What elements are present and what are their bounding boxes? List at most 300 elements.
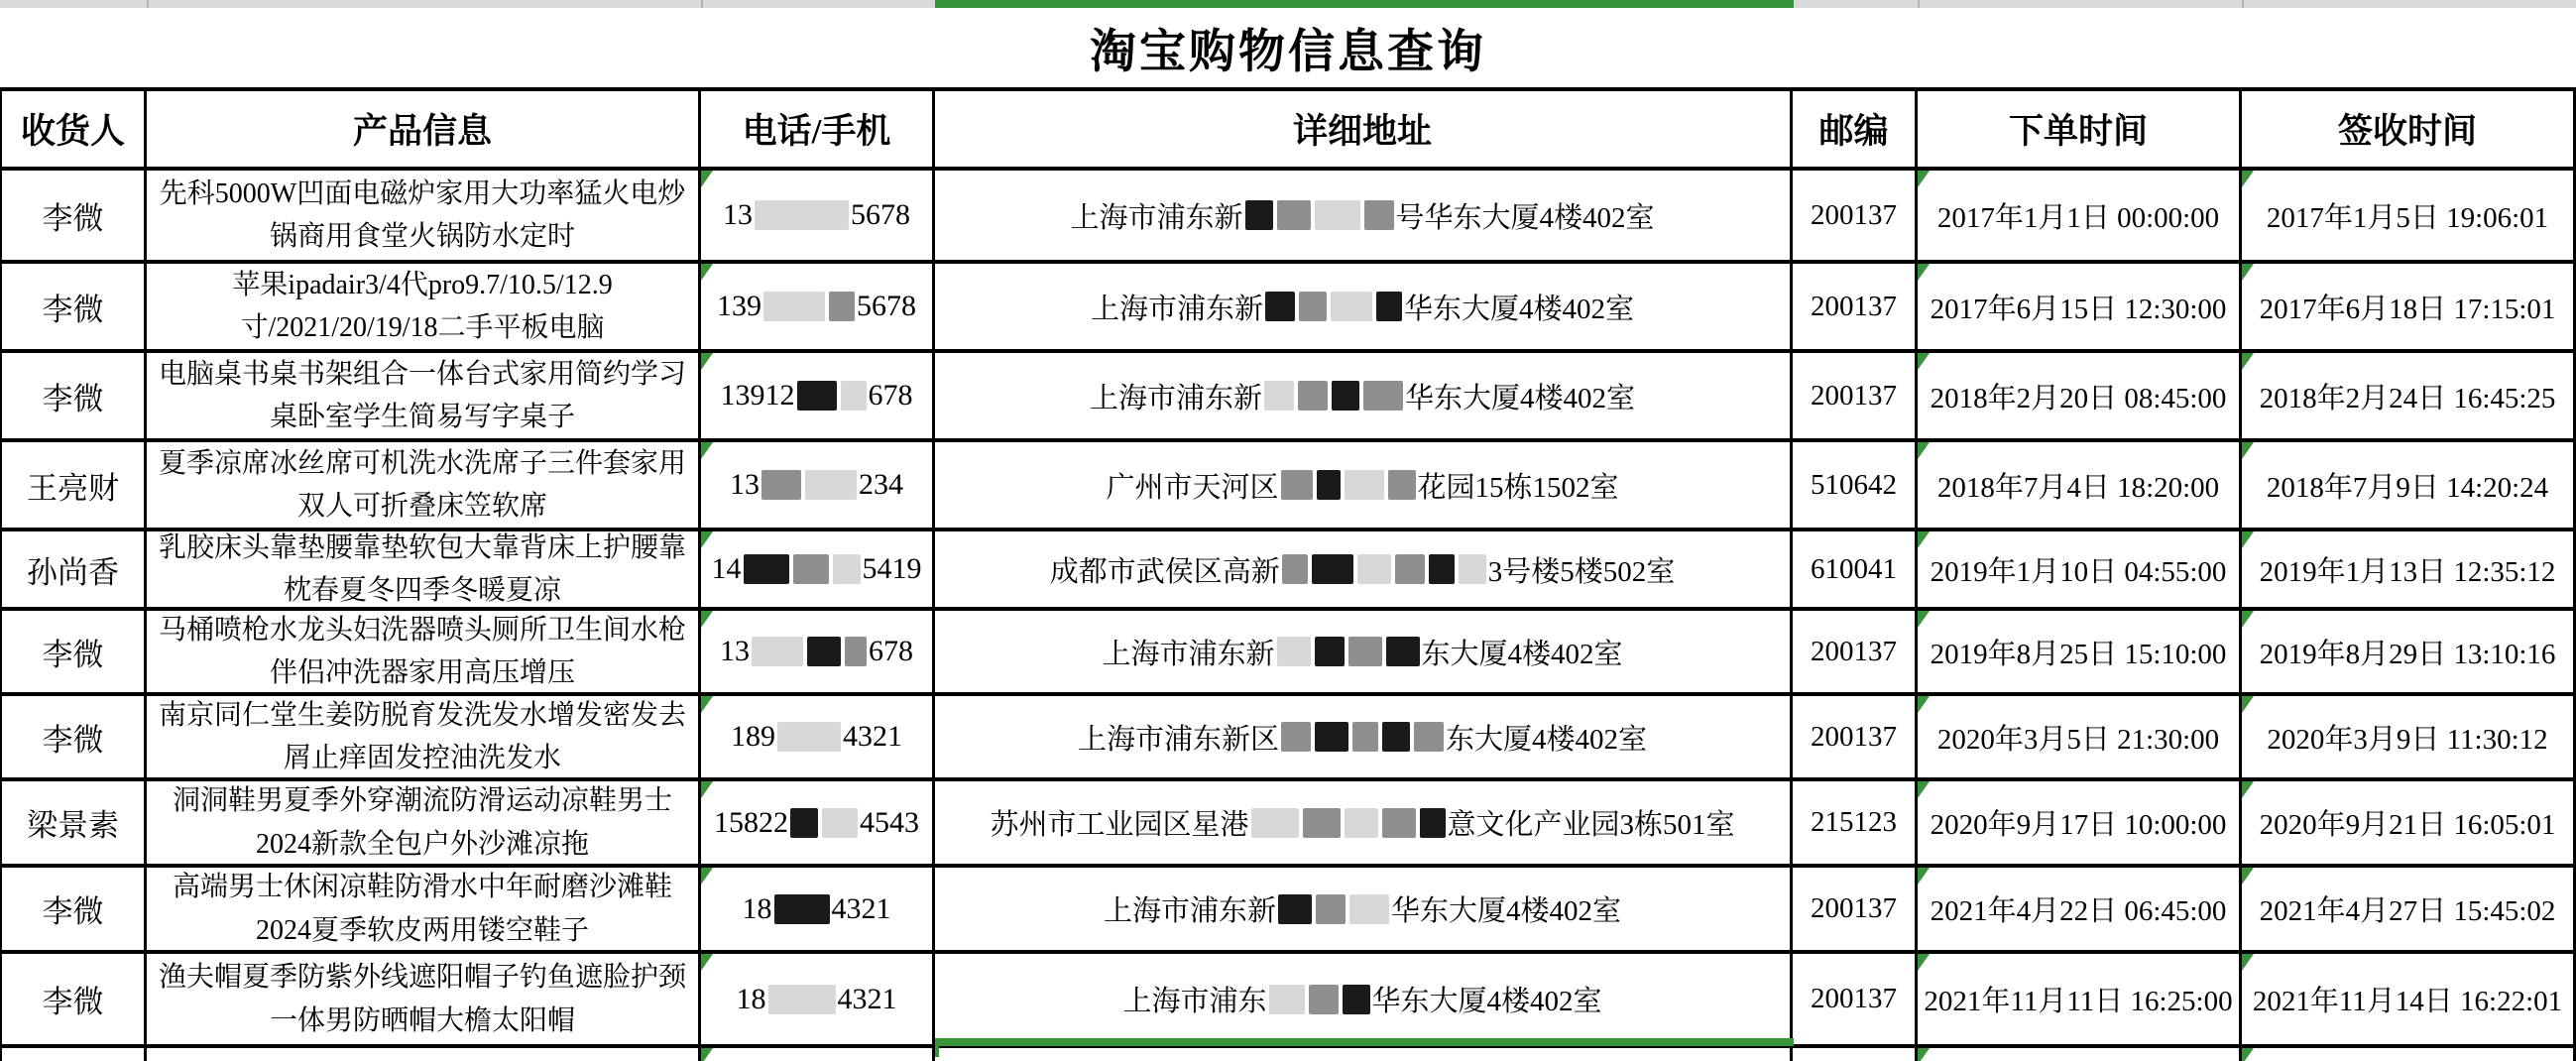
cell-product[interactable] [147,264,701,349]
redaction-block [1315,637,1345,666]
redaction-block [1251,808,1299,838]
phone-text [731,720,902,754]
cell-product[interactable] [147,531,701,607]
address-text [1090,376,1635,416]
table-row [0,781,2576,868]
error-indicator-triangle-icon [2242,868,2254,884]
cell-zip[interactable] [1793,781,1918,864]
redacted-visible-suffix: 4321 [837,982,897,1015]
cell-order-time[interactable] [1918,954,2242,1044]
cell-zip[interactable] [1793,353,1918,438]
consignee-text: 李微 [42,722,104,758]
product-text: 渔夫帽夏季防紫外线遮阳帽子钓鱼遮脸护颈一体男防晒帽大檐太阳帽 [158,962,686,1036]
redaction-block [1395,554,1425,584]
sign-time-text: 2017年6月18日 17:15:01 [2259,293,2556,325]
table-body [0,171,2576,1061]
redaction-block [1352,722,1378,752]
product-text: 洞洞鞋男夏季外穿潮流防滑运动凉鞋男士2024新款全包户外沙滩凉拖 [172,785,672,860]
cell-address[interactable] [935,353,1793,438]
redaction-block [1309,985,1339,1014]
redaction-block [1299,292,1327,321]
redacted-visible-prefix: 上海市浦东 [1122,986,1267,1017]
table-row [0,171,2576,264]
cell-phone[interactable] [701,264,935,349]
redaction-block [1331,292,1372,321]
consignee-text: 梁景素 [27,808,119,843]
cell-order-time[interactable] [1918,264,2242,349]
cell-phone[interactable] [701,611,935,692]
error-indicator-triangle-icon [1918,1048,1930,1061]
redacted-visible-suffix: 5678 [851,198,910,231]
error-indicator-triangle-icon [701,611,713,628]
redacted-visible-prefix: 139 [717,290,761,322]
cell-phone[interactable] [701,353,935,438]
zip-text: 200137 [1811,379,1897,412]
redaction-block [763,292,825,321]
redaction-block [841,381,867,411]
error-indicator-triangle-icon [2242,264,2254,281]
cell-sign-time[interactable] [2242,611,2576,692]
redacted-visible-prefix: 广州市天河区 [1106,471,1279,504]
redaction-block [790,808,818,838]
error-indicator-triangle-icon [2242,442,2254,459]
error-indicator-triangle-icon [2242,696,2254,713]
order-time-text: 2020年9月17日 10:00:00 [1930,809,2227,841]
cell-zip[interactable] [1793,531,1918,607]
table-header-row [0,91,2576,171]
phone-text [721,379,913,413]
error-indicator-triangle-icon [2242,353,2254,370]
cell-product[interactable] [147,353,701,438]
cell-sign-time[interactable] [2242,696,2576,777]
cell-address[interactable] [935,868,1793,950]
cell-phone[interactable] [701,954,935,1044]
redacted-visible-suffix: 234 [859,468,903,501]
strip-divider [2242,0,2244,8]
redacted-visible-suffix: 华东大厦4楼402室 [1371,986,1602,1017]
redaction-block [845,637,867,666]
product-text: 高端男士休闲凉鞋防滑水中年耐磨沙滩鞋2024夏季软皮两用镂空鞋子 [172,872,672,946]
cell-phone[interactable] [701,696,935,777]
header-zip[interactable] [1793,91,1918,167]
redaction-block [768,985,836,1014]
sign-time-text: 2020年3月9日 11:30:12 [2267,723,2548,756]
header-phone-label: 电话/手机 [742,112,891,151]
redacted-visible-suffix: 3号楼5楼502室 [1487,555,1676,588]
phone-text [712,552,922,586]
error-indicator-triangle-icon [701,531,713,548]
table-row [0,353,2576,442]
error-indicator-triangle-icon [1918,868,1930,884]
address-text [1091,287,1634,327]
redaction-block [1303,808,1341,838]
error-indicator-triangle-icon [1918,442,1930,459]
error-indicator-triangle-icon [701,781,713,798]
redacted-visible-suffix: 5678 [857,290,916,322]
redaction-block [1420,808,1446,838]
cell-address[interactable] [935,171,1793,260]
redacted-visible-prefix: 13912 [720,379,795,412]
error-indicator-triangle-icon [701,171,713,187]
redacted-visible-suffix: 4543 [860,805,919,839]
redacted-visible-prefix: 189 [731,720,775,753]
header-product-label: 产品信息 [352,112,492,151]
consignee-text: 李微 [42,637,104,672]
redacted-visible-prefix: 上海市浦东新 [1102,638,1275,670]
table-row [0,696,2576,781]
redaction-block [1345,808,1378,838]
redacted-visible-prefix: 上海市浦东新 [1090,293,1263,325]
redacted-visible-prefix: 上海市浦东新 [1089,382,1262,414]
cell-address[interactable] [935,442,1793,528]
table-row-partial [0,1048,2576,1061]
redacted-visible-prefix: 15822 [714,805,788,839]
redacted-visible-suffix: 花园15栋1502室 [1417,471,1619,504]
redaction-block [1315,722,1348,752]
redaction-block [1316,894,1346,924]
cell-sign-time[interactable] [2242,1048,2576,1061]
cell-address[interactable] [935,531,1793,607]
consignee-text: 孙尚香 [27,554,119,590]
header-consignee[interactable] [0,91,147,167]
redacted-visible-suffix: 4321 [843,720,902,753]
zip-text: 200137 [1811,635,1897,667]
redaction-block [1315,200,1360,230]
strip-divider [701,0,703,8]
cell-product[interactable] [147,171,701,260]
cell-phone[interactable] [701,1048,935,1061]
cell-order-time[interactable] [1918,531,2242,607]
redacted-visible-suffix: 东大厦4楼402室 [1421,638,1623,670]
cell-sign-time[interactable] [2242,954,2576,1044]
product-text: 南京同仁堂生姜防脱育发洗发水增发密发去屑止痒固发控油洗发水 [158,699,686,773]
cell-zip[interactable] [1793,171,1918,260]
strip-divider [1918,0,1920,8]
cell-product[interactable] [147,954,701,1044]
header-sign-time[interactable] [2242,91,2576,167]
zip-text: 200137 [1811,720,1897,753]
redaction-block [1429,554,1455,584]
cell-consignee[interactable] [0,611,147,692]
redaction-block [1343,985,1370,1014]
redaction-block [1348,637,1382,666]
address-text [1106,465,1618,506]
table-row [0,868,2576,954]
cell-consignee[interactable] [0,171,147,260]
consignee-text: 王亮财 [27,470,119,506]
sign-time-text: 2018年7月9日 14:20:24 [2266,471,2549,504]
title-band [0,8,2576,87]
cell-sign-time[interactable] [2242,442,2576,528]
error-indicator-triangle-icon [701,868,713,884]
cell-consignee[interactable] [0,531,147,607]
page-title: 淘宝购物信息查询 [1090,26,1486,78]
redaction-block [1281,470,1313,500]
zip-text: 200137 [1811,892,1897,924]
order-time-text: 2017年6月15日 12:30:00 [1930,293,2227,325]
redaction-block [1269,985,1305,1014]
redacted-visible-suffix: 东大厦4楼402室 [1446,723,1648,756]
order-time-text: 2018年7月4日 18:20:00 [1936,471,2220,504]
redacted-visible-prefix: 13 [723,198,753,231]
error-indicator-triangle-icon [701,264,713,281]
order-time-text: 2021年11月11日 16:25:00 [1924,986,2233,1017]
cell-order-time[interactable] [1918,868,2242,950]
cell-product[interactable] [147,781,701,864]
redacted-visible-suffix: 5419 [862,552,922,585]
zip-text: 610041 [1811,552,1897,585]
redaction-block [1277,200,1311,230]
redaction-block [1345,470,1384,500]
cell-sign-time[interactable] [2242,171,2576,260]
error-indicator-triangle-icon [2242,781,2254,798]
redaction-block [755,200,849,230]
zip-text: 200137 [1811,983,1897,1014]
redaction-block [1282,554,1308,584]
product-text: 马桶喷枪水龙头妇洗器喷头厕所卫生间水枪伴侣冲洗器家用高压增压 [158,614,686,688]
error-indicator-triangle-icon [1918,781,1930,798]
consignee-text: 李微 [42,200,104,236]
cell-consignee[interactable] [0,954,147,1044]
redaction-block [1376,292,1402,321]
table-row [0,954,2576,1048]
cell-address[interactable] [935,1048,1793,1061]
sign-time-text: 2019年1月13日 12:35:12 [2259,555,2556,588]
product-text: 苹果ipadair3/4代pro9.7/10.5/12.9寸/2021/20/19/18二手平板电脑 [232,269,613,343]
cell-product[interactable] [147,868,701,950]
selection-highlight-top [935,0,1794,8]
cell-sign-time[interactable] [2242,264,2576,349]
cell-zip[interactable] [1793,611,1918,692]
redacted-visible-prefix: 上海市浦东新 [1103,895,1276,927]
cell-order-time[interactable] [1918,1048,2242,1061]
redacted-visible-suffix: 号华东大厦4楼402室 [1395,201,1655,234]
consignee-text: 李微 [42,381,104,416]
cell-phone[interactable] [701,171,935,260]
cell-consignee[interactable] [0,353,147,438]
redaction-block [1281,722,1311,752]
cell-product[interactable] [147,696,701,777]
order-time-text: 2019年8月25日 15:10:00 [1930,638,2227,670]
zip-text: 200137 [1811,290,1897,322]
redacted-visible-suffix: 意文化产业园3栋501室 [1447,809,1735,841]
address-text [1102,632,1622,672]
sign-time-text: 2021年4月27日 15:45:02 [2259,895,2556,927]
redaction-block [1459,554,1486,584]
cell-product[interactable] [147,611,701,692]
redaction-block [833,554,861,584]
phone-text [720,635,913,668]
address-text [1104,888,1621,929]
sign-time-text: 2021年11月14日 16:22:01 [2252,986,2563,1017]
error-indicator-triangle-icon [1918,611,1930,628]
cell-zip[interactable] [1793,1048,1918,1061]
cell-zip[interactable] [1793,954,1918,1044]
redacted-visible-prefix: 18 [742,891,772,925]
redaction-block [1332,381,1359,411]
error-indicator-triangle-icon [701,442,713,459]
cell-consignee[interactable] [0,781,147,864]
phone-text [723,198,910,232]
redaction-block [1264,381,1294,411]
sign-time-text: 2018年2月24日 16:45:25 [2259,382,2556,414]
error-indicator-triangle-icon [2242,1048,2254,1061]
cell-address[interactable] [935,264,1793,349]
redacted-visible-suffix: 华东大厦4楼402室 [1404,293,1635,325]
cell-product[interactable] [147,1048,701,1061]
redaction-block [752,637,803,666]
error-indicator-triangle-icon [1918,171,1930,187]
cell-sign-time[interactable] [2242,353,2576,438]
error-indicator-triangle-icon [1918,696,1930,713]
redaction-block [822,808,858,838]
order-time-text: 2021年4月22日 06:45:00 [1930,895,2227,927]
cell-phone[interactable] [701,868,935,950]
redaction-block [1357,554,1391,584]
strip-divider [147,0,149,8]
redacted-visible-suffix: 678 [868,379,913,412]
table-row [0,264,2576,353]
cell-order-time[interactable] [1918,171,2242,260]
phone-text [743,892,891,926]
cell-phone[interactable] [701,442,935,528]
cell-order-time[interactable] [1918,611,2242,692]
cell-phone[interactable] [701,531,935,607]
order-time-text: 2017年1月1日 00:00:00 [1936,201,2220,234]
zip-text: 510642 [1811,468,1897,501]
header-address[interactable] [935,91,1793,167]
address-text [1070,195,1654,236]
cell-consignee[interactable] [0,264,147,349]
table-row [0,611,2576,696]
header-order-time[interactable] [1918,91,2242,167]
product-text: 夏季凉席冰丝席可机洗水洗席子三件套家用双人可折叠床笠软席 [158,447,686,522]
redacted-visible-prefix: 上海市浦东新 [1070,201,1243,234]
error-indicator-triangle-icon [1918,954,1930,971]
redacted-visible-suffix: 华东大厦4楼402室 [1391,895,1622,927]
cell-sign-time[interactable] [2242,531,2576,607]
redacted-visible-suffix: 678 [869,635,913,667]
redaction-block [1388,470,1416,500]
error-indicator-triangle-icon [1918,353,1930,370]
redaction-block [1382,808,1416,838]
error-indicator-triangle-icon [2242,954,2254,971]
error-indicator-triangle-icon [1918,531,1930,548]
redaction-block [1349,894,1389,924]
address-text [1050,549,1676,590]
redaction-block [829,292,855,321]
zip-text: 200137 [1811,198,1897,231]
redaction-block [807,637,841,666]
header-zip-label: 邮编 [1818,112,1889,151]
phone-text [717,290,916,323]
redaction-block [774,894,830,924]
redaction-block [777,722,841,752]
cell-consignee[interactable] [0,1048,147,1061]
redacted-visible-prefix: 13 [730,468,760,501]
error-indicator-triangle-icon [701,954,713,971]
cell-order-time[interactable] [1918,781,2242,864]
cell-order-time[interactable] [1918,442,2242,528]
redaction-block [1317,470,1341,500]
redaction-block [1414,722,1444,752]
cell-address[interactable] [935,954,1793,1044]
selection-highlight-bottom [935,1038,1794,1046]
cell-product[interactable] [147,442,701,528]
redacted-visible-prefix: 18 [736,982,766,1015]
cell-order-time[interactable] [1918,353,2242,438]
redacted-visible-suffix: 4321 [831,891,891,925]
redaction-block [1312,554,1353,584]
cell-zip[interactable] [1793,442,1918,528]
redaction-block [744,554,789,584]
table-row [0,442,2576,531]
cell-order-time[interactable] [1918,696,2242,777]
redaction-block [793,554,829,584]
order-time-text: 2018年2月20日 08:45:00 [1930,382,2227,414]
cell-address[interactable] [935,696,1793,777]
cell-address[interactable] [935,781,1793,864]
zip-text: 215123 [1811,806,1897,838]
error-indicator-triangle-icon [2242,171,2254,187]
error-indicator-triangle-icon [701,1048,713,1061]
cell-zip[interactable] [1793,264,1918,349]
header-consignee-label: 收货人 [20,112,125,151]
error-indicator-triangle-icon [2242,531,2254,548]
address-text [1122,979,1601,1019]
sign-time-text: 2017年1月5日 19:06:01 [2266,201,2549,234]
consignee-text: 李微 [42,292,104,327]
product-text: 先科5000W凹面电磁炉家用大功率猛火电炒锅商用食堂火锅防水定时 [159,177,686,252]
redaction-block [1278,894,1312,924]
cell-address[interactable] [935,611,1793,692]
cell-zip[interactable] [1793,868,1918,950]
redacted-visible-prefix: 13 [720,635,750,667]
redaction-block [1386,637,1420,666]
redaction-block [1265,292,1295,321]
redaction-block [1298,381,1328,411]
cell-consignee[interactable] [0,696,147,777]
header-order-time-label: 下单时间 [2008,112,2148,151]
redaction-block [1245,200,1273,230]
header-phone[interactable] [701,91,935,167]
address-text [1078,717,1647,758]
cell-sign-time[interactable] [2242,781,2576,864]
cell-zip[interactable] [1793,696,1918,777]
error-indicator-triangle-icon [1918,264,1930,281]
redacted-visible-prefix: 上海市浦东新区 [1077,723,1279,756]
phone-text [730,468,903,502]
header-product[interactable] [147,91,701,167]
redaction-block [1382,722,1410,752]
table-row [0,531,2576,611]
selection-highlight-left-edge [935,1046,939,1057]
order-time-text: 2019年1月10日 04:55:00 [1930,555,2227,588]
cell-consignee[interactable] [0,868,147,950]
cell-phone[interactable] [701,781,935,864]
cell-sign-time[interactable] [2242,868,2576,950]
phone-text [737,983,897,1016]
cell-consignee[interactable] [0,442,147,528]
redaction-block [1277,637,1311,666]
consignee-text: 李微 [42,985,104,1019]
redaction-block [761,470,801,500]
product-text: 乳胶床头靠垫腰靠垫软包大靠背床上护腰靠枕春夏冬四季冬暖夏凉 [158,531,686,606]
redaction-block [1364,200,1394,230]
error-indicator-triangle-icon [701,696,713,713]
consignee-text: 李微 [42,894,104,929]
redacted-visible-suffix: 华东大厦4楼402室 [1405,382,1636,414]
